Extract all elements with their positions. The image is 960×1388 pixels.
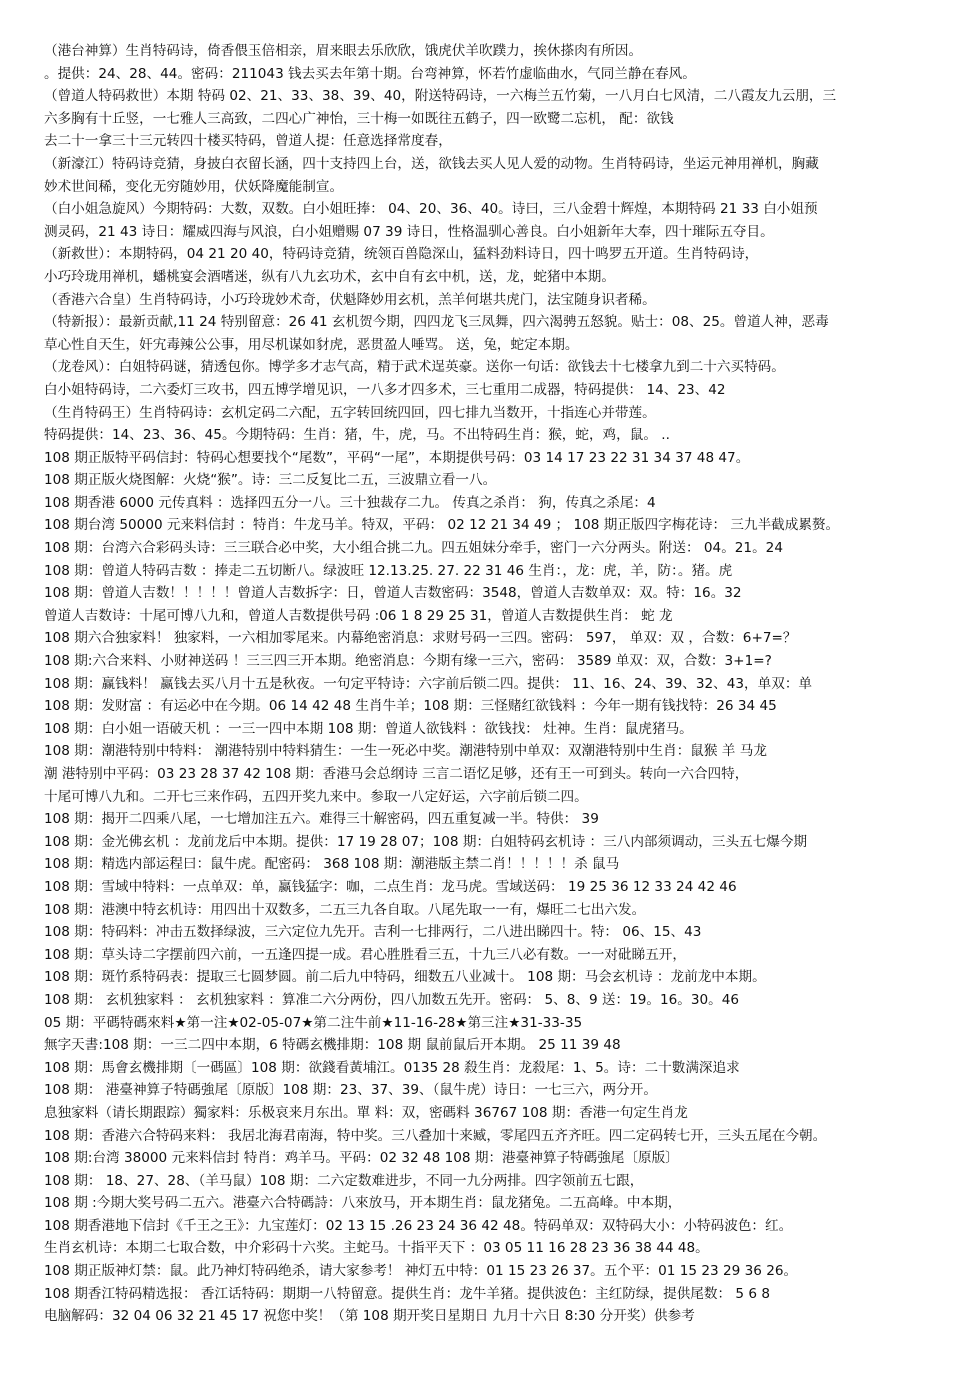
text-line: 小巧玲珑用禅机，蟠桃宴会酒嗜迷，纵有八九玄功术，玄中自有玄中机，送，龙，蛇猪中本期。 [44, 268, 615, 285]
text-line: 电脑解码：32 04 06 32 21 45 17 祝您中奖！（第 108 期开奖日星期日 九月十六日 8:30 分开奖）供参考 [44, 1308, 695, 1325]
text-line: 去二十一拿三十三元转四十楼买特码，曾道人提：任意选择常度春， [44, 133, 452, 150]
text-line: 無字天書:108 期：一三二四中本期，6 特碼玄機排期：108 期 鼠前鼠后开本期。 25 11 39 48 [44, 1037, 621, 1054]
text-line: （港台神算）生肖特码诗，倚香偎玉倍相亲，眉来眼去乐欣欣，饿虎伏羊吹蹼力，挨休搽肉有所因。 [44, 43, 643, 59]
text-line: 108 期香港 6000 元传真料 ：选择四五分一八。三十独裁存二九。 传真之杀肖： 狗，传真之杀尾：4 [44, 494, 656, 511]
text-line: 108 期： 玄机独家料 ： 玄机独家料 ：算准二六分两份，四八加数五先开。密码： 5、8、9 送：19。16。30。46 [44, 991, 740, 1008]
text-line: 108 期：赢钱料！ 赢钱去买八月十五是秋夜。一句定平特诗：六字前后锁二四。提供： 11、16、24、39、32、43，单双：单 [44, 675, 813, 692]
text-line: 108 期：金光佛玄机 ：龙前龙后中本期。提供：17 19 28 07；108 期：白姐特码玄机诗 ：三八内部须调动，三头五七爆今期 [44, 833, 808, 850]
text-line: 108 期： 港臺神算子特碼強尾〔原版〕108 期：23、37、39、（鼠牛虎）诗日：一七三六，两分开。 [44, 1082, 657, 1099]
text-line: （白小姐急旋风）今期特码：大数，双数。白小姐旺捧： 04、20、36、40。诗曰，三八金碧十辉煌，本期特码 21 33 白小姐预 [44, 201, 818, 218]
text-line: 108 期：潮港特别中特料： 潮港特别中特料猜生：一生一死必中奖。潮港特别中单双：双潮港特别中生肖：鼠猴 羊 马龙 [44, 743, 767, 760]
text-line: 108 期：特码料：冲击五数择绿波，三六定位九先开。吉利一七排两行，二八进出睇四十。特： 06、15、43 [44, 924, 702, 941]
text-line: （特新报）：最新贡献,11 24 特别留意：26 41 玄机贺今期，四四龙飞三凤舞，四六渴骋五怒貌。贴士：08、25。曾道人神，恶毒 [44, 314, 829, 331]
text-line: 108 期：斑竹系特码表：提取三七圆梦圆。前二后九中特码，细数五八业减十。 108 期：马会玄机诗 ：龙前龙中本期。 [44, 969, 766, 986]
text-line: （新救世）：本期特码，04 21 20 40，特码诗竞猜，统领百兽隐深山，猛料劲料诗日，四十鸣罗五开道。生肖特码诗， [44, 246, 759, 263]
text-line: 测灵码，21 43 诗日：耀威四海与风浪，白小姐赠赐 07 39 诗日，性格温驯心善良。白小姐新年大奉，四十璀际五夺目。 [44, 223, 774, 240]
text-line: 草心性自天生，奸宄毒辣公公事，用尽机谋如豺虎，恶贯盈人唾骂。 送，兔，蛇定本期。 [44, 336, 579, 353]
text-line: 108 期香港地下信封《千王之王》：九宝莲灯：02 13 15 .26 23 24 36 42 48。特码单双：双特码大小：小特码波色：红。 [44, 1217, 793, 1234]
text-line: 生肖玄机诗：本期二七取合数，中介彩码十六奖。主蛇马。十指平天下 ：03 05 11 16 28 23 36 38 44 48。 [44, 1240, 709, 1257]
text-line: 108 期：曾道人特码吉数 ：捧走二五切断八。绿波旺 12.13.25. 27. 22 31 46 生肖：，龙：虎，羊，防：。猪。虎 [44, 562, 733, 579]
text-line: 108 期：雪域中特料：一点单双：单，赢钱猛字：咖，二点生肖：龙马虎。雪域送码： 19 25 36 12 33 24 42 46 [44, 878, 737, 895]
text-line: （曾道人特码救世）本期 特码 02、21、33、38、39、40，附送特码诗，一六梅兰五竹菊，一八月白七风清，二八霞友九云朋，三 [44, 88, 837, 105]
text-line: （龙卷风）：白姐特码谜，猜透包你。博学多才志气高，精于武术逞英豪。送你一句话：欲钱去十七楼拿九到二十六买特码。 [44, 359, 785, 376]
text-line: 108 期：揭开二四乘八尾，一七增加注五六。难得三十解密码，四五重复减一半。特供： 39 [44, 811, 599, 828]
text-line: 108 期：发财富 ：有运必中在今期。06 14 42 48 生肖牛羊；108 期：三怪赌红欲钱料 ：今年一期有钱找特：26 34 45 [44, 698, 777, 715]
text-line: 108 期：香港六合特码来料： 我居北海君南海，特中奖。三八叠加十来臧，零尾四五齐齐旺。四二定码转七开，三头五尾在今朝。 [44, 1127, 827, 1144]
text-line: 108 期：草头诗二字摆前四六前，一五逢四提一成。君心胜胜看三五，十九三八必有数。一一对砒睇五开， [44, 946, 686, 963]
text-line: （生肖特码王）生肖特码诗：玄机定码二六配，五字转回统四回，四七排九当数开，十指连心并带莲。 [44, 404, 656, 421]
text-line: 108 期：港澳中特玄机诗：用四出十双数多，二五三九各自取。八尾先取一一有，爆旺二七出六发。 [44, 901, 646, 918]
text-line: 潮 港特别中平码：03 23 28 37 42 108 期：香港马会总纲诗 三言二语忆足够，还有王一可到头。转向一六合四特， [44, 766, 749, 782]
text-line: （香港六合皇）生肖特码诗，小巧玲珑妙术奇，伏魁降妙用玄机，羔羊何堪共虎门，法宝随身识者稀。 [44, 291, 656, 308]
text-line: 108 期：白小姐一语破天机 ：一三一四中本期 108 期：曾道人欲钱料 ：欲钱找： 灶神。生肖：鼠虎猪马。 [44, 720, 693, 737]
text-line: 108 期六合独家料！ 独家料，一六相加零尾来。内幕绝密消息：求财号码一三四。密码： 597， 单双：双 ，合数：6+7=？ [44, 630, 797, 647]
text-line: 108 期:六合来料、小财神送码 ！三三四三开本期。绝密消息：今期有缘一三六，密码： 3589 单双：双，合数：3+1=? [44, 653, 772, 670]
text-line: 108 期:台湾 38000 元来料信封 特肖：鸡羊马。平码：02 32 48 108 期：港臺神算子特碼強尾〔原版〕 [44, 1150, 679, 1167]
text-line: 白小姐特码诗，二六委灯三攻书，四五博学增见识，一八多才四多术，三七重用二成器，特码提供： 14、23、42 [44, 381, 726, 398]
text-line: 108 期正版特平码信封：特码心想要找个“尾数”，平码“一尾”，本期提供号码：03 14 17 23 22 31 34 37 48 47。 [44, 449, 750, 466]
text-line: 108 期：馬會玄機排期〔一碼區〕108 期：欲錢看黃埔江。0135 28 殺生肖：龙殺尾：1、5。诗：二十數满深追求 [44, 1059, 740, 1076]
text-line: （新濠江）特码诗竞猜，身披白衣留长涵，四十支持四上台，送，欲钱去买人见人爱的动物。生肖特码诗，坐运元神用禅机，胸藏 [44, 155, 819, 172]
text-line: 。提供：24、28、44。密码：211043 钱去买去年第十期。台弯神算，怀若竹虚临曲水，气同兰静在春风。 [44, 65, 696, 82]
text-line: 息独家料（请长期跟踪）獨家料：乐极哀来月东出。單 料：双，密碼料 36767 108 期：香港一句定生肖龙 [44, 1104, 688, 1121]
text-line: 108 期： 18、27、28、（羊马鼠）108 期：二六定数难进步，不同一九分两排。四字领前五七跟， [44, 1172, 644, 1189]
text-line: 108 期：精选内部运程曰：鼠牛虎。配密码： 368 108 期：潮港版主禁二肖！！！！！杀 鼠马 [44, 856, 620, 873]
text-line: 108 期香江特码精选报： 香江话特码：期期一八特留意。提供生肖：龙牛羊猪。提供波色：主红防绿，提供尾数： 5 6 8 [44, 1285, 770, 1302]
text-line: 108 期正版火烧图解：火烧“猴”。诗：三二反复比二五，三波鼎立看一八。 [44, 472, 497, 489]
text-line: 108 期：台湾六合彩码头诗：三三联合必中奖，大小组合挑二九。四五姐妹分牵手，密门一六分两头。附送： 04。21。24 [44, 540, 783, 557]
text-line: 六多胸有十丘竖，一七雅人三高致，二四心广神怡，三十梅一如既往五鹤子，四一欧鹭二忘机， 配：欲钱 [44, 110, 674, 127]
text-line: 十尾可博八九和。二开七三来作码，五四开奖九来中。参取一八定好运，六字前后锁二四。 [44, 788, 588, 805]
text-line: 曾道人吉数诗：十尾可博八九和，曾道人吉数提供号码 :06 1 8 29 25 31，曾道人吉数提供生肖： 蛇 龙 [44, 607, 673, 624]
text-line: 妙术世间稀，变化无穷随妙用，伏妖降魔能制宣。 [44, 178, 344, 195]
text-line: 05 期：平碼特碼來料★第一注★02-05-07★第二注牛前★11-16-28★第三注★31-33-35 [44, 1014, 583, 1031]
text-line: 108 期 :今期大奖号码二五六。港臺六合特碼詩：八來放马，开本期生肖：鼠龙猪兔。二五高峰。中本期， [44, 1195, 682, 1212]
text-line: 108 期台湾 50000 元来料信封 ：特肖：牛龙马羊。特双，平码： 02 12 21 34 49 ； 108 期正版四字梅花诗： 三九半截成累赘。 [44, 517, 840, 534]
text-line: 108 期正版神灯禁：鼠。此乃神灯特码绝杀，请大家参考！ 神灯五中特：01 15 23 26 37。五个平：01 15 23 29 36 26。 [44, 1263, 798, 1280]
text-line: 特码提供：14、23、36、45。今期特码：生肖：猪，牛，虎，马。不出特码生肖：猴，蛇，鸡，鼠。 .. [44, 427, 670, 444]
text-line: 108 期：曾道人吉数！！！！！曾道人吉数拆字：日，曾道人吉数密码：3548，曾道人吉数单双：双。特：16。32 [44, 585, 742, 602]
